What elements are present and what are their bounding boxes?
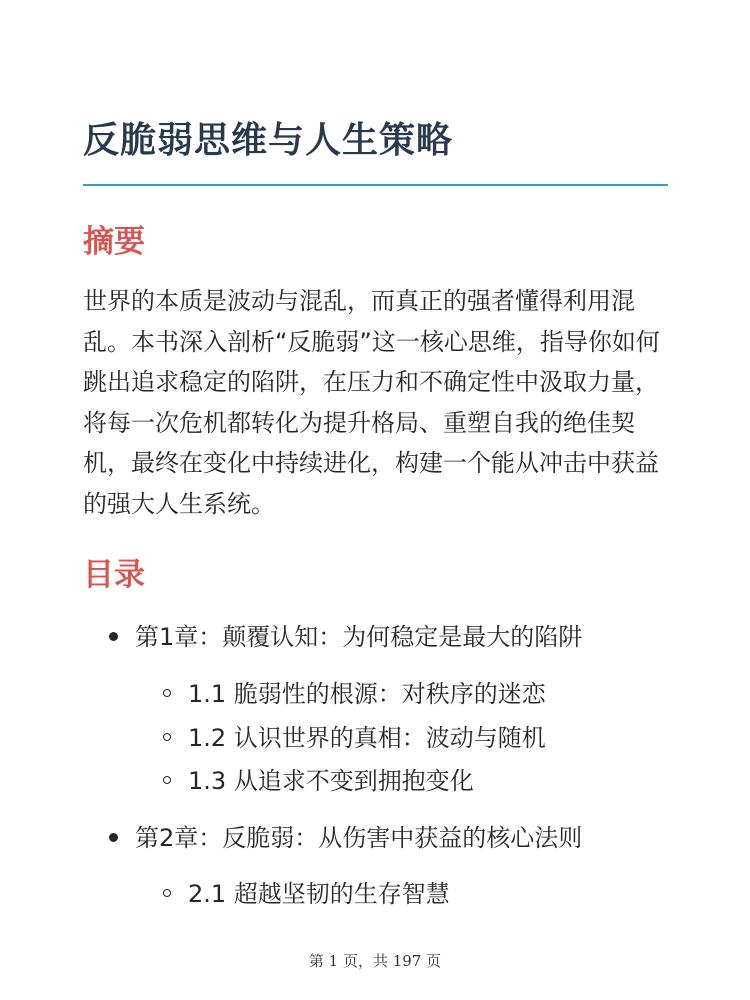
toc-section-1-1[interactable] [188,677,546,711]
bullet-dot-icon [109,833,118,842]
bullet-circle-icon [163,889,171,897]
toc-chapter-2[interactable] [135,821,582,855]
abstract-text: 世界的本质是波动与混乱，而真正的强者懂得利用混乱。本书深入剖析“反脆弱”这一核心思维，指导你如何跳出追求稳定的陷阱，在压力和不确定性中汲取力量，将每一次危机都转化为提升格局、重塑自我的绝佳契机，最终在变化中持续进化，构建一个能从冲击中获益的强大人生系统。 [83,287,660,518]
toc-chapter-label: 第2章：反脆弱：从伤害中获益的核心法则 [135,824,583,852]
bullet-dot-icon [109,632,118,641]
bullet-circle-icon [163,776,171,784]
page-number-footer: 第 1 页，共 197 页 [308,952,442,970]
toc-section-label: 1.3 从追求不变到拥抱变化 [188,767,474,795]
toc-heading: 目录 [83,557,145,593]
toc-chapter-label: 第1章：颠覆认知：为何稳定是最大的陷阱 [135,623,583,651]
toc-section-label: 2.1 超越坚韧的生存智慧 [188,880,450,908]
bullet-circle-icon [163,689,171,697]
bullet-circle-icon [163,733,171,741]
toc-section-1-3[interactable] [188,764,474,798]
toc-section-label: 1.2 认识世界的真相：波动与随机 [188,724,546,752]
toc-chapter-1[interactable] [135,620,582,654]
toc-section-2-1[interactable] [188,877,450,911]
toc-section-label: 1.1 脆弱性的根源：对秩序的迷恋 [188,680,546,708]
toc-section-1-2[interactable] [188,721,546,755]
abstract-heading: 摘要 [83,224,145,260]
document-title: 反脆弱思维与人生策略 [83,120,454,161]
